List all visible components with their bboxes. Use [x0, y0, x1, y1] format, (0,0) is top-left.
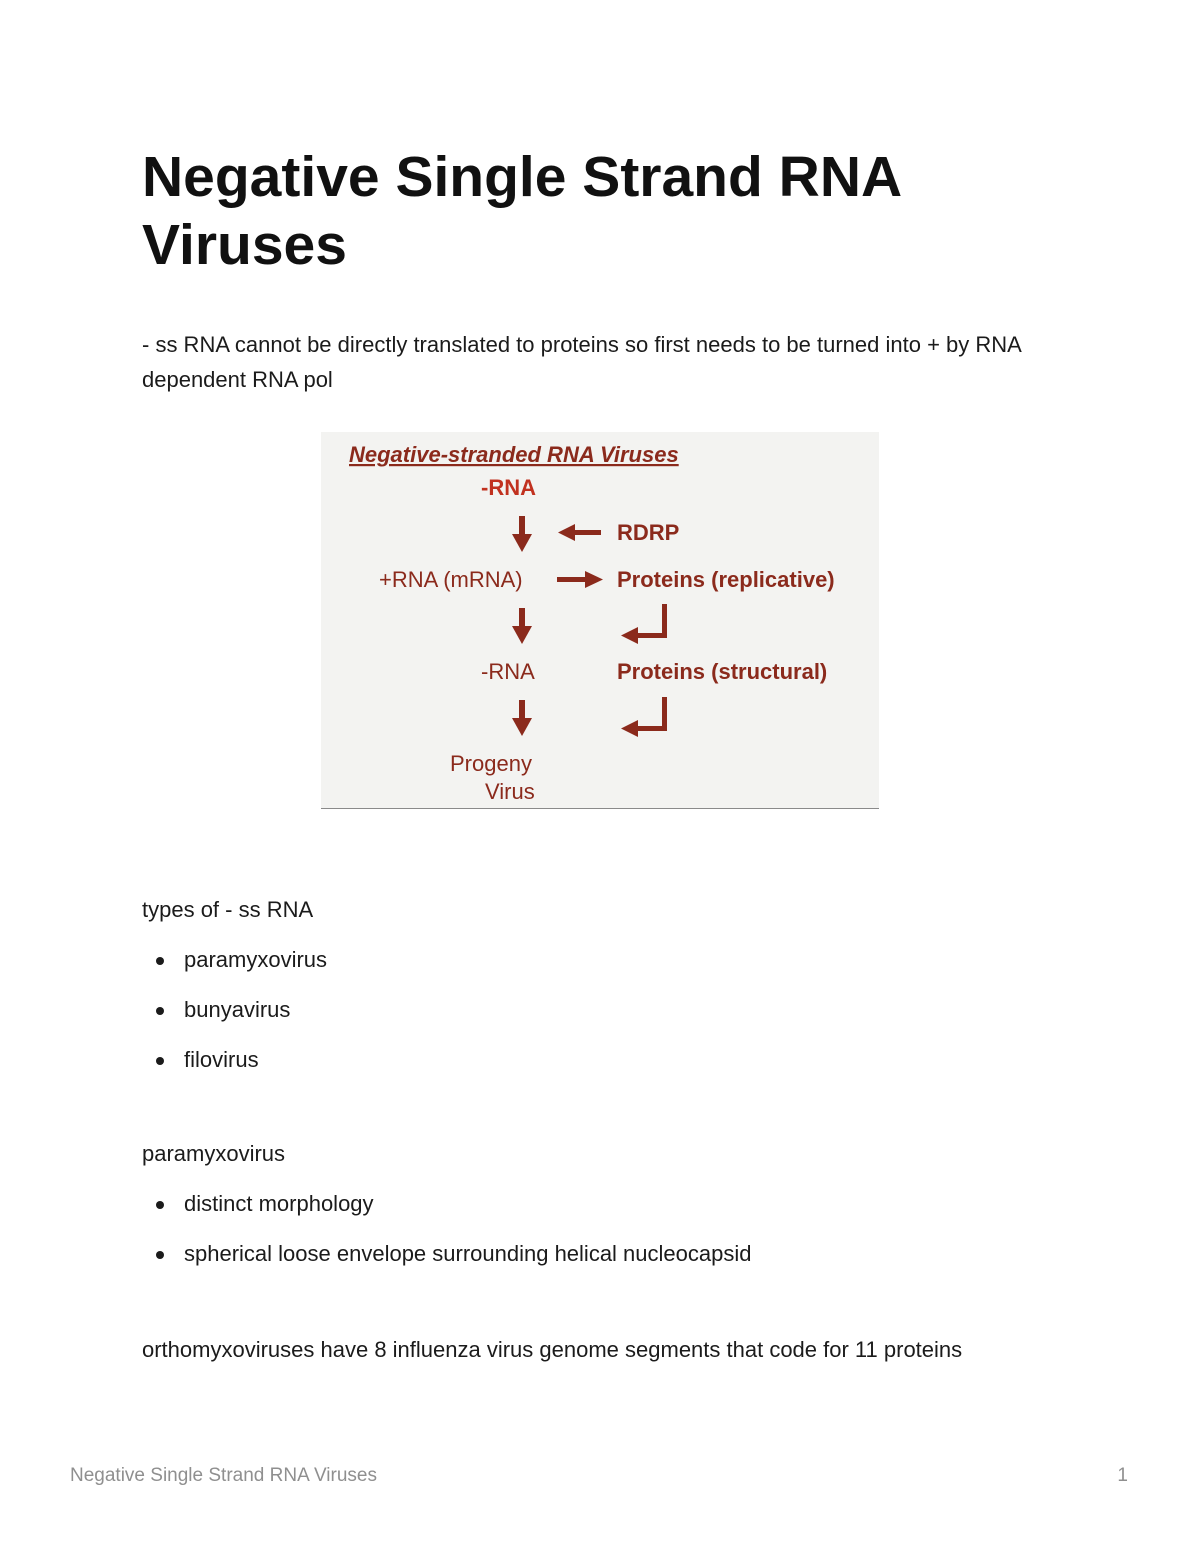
footer-page-number: 1 — [1117, 1465, 1128, 1486]
bullet-icon — [156, 957, 164, 965]
down-arrow-1-icon — [512, 516, 532, 552]
down-arrow-2-icon — [512, 608, 532, 644]
intro-paragraph: - ss RNA cannot be directly translated to proteins so first needs to be turned into + by RNA dependent RNA pol — [142, 332, 1021, 392]
figure-proteins-structural: Proteins (structural) — [617, 659, 828, 684]
list-item: filovirus — [142, 1045, 1042, 1095]
paramyxo-label: paramyxovirus — [142, 1141, 286, 1166]
figure-neg-rna-mid: -RNA — [481, 659, 535, 684]
bullet-icon — [156, 1201, 164, 1209]
figure-pos-rna: +RNA (mRNA) — [379, 567, 523, 592]
list-item: distinct morphology — [142, 1189, 1042, 1239]
types-label: types of - ss RNA — [142, 897, 314, 922]
paramyxo-list — [142, 1189, 1042, 1289]
list-item: paramyxovirus — [142, 945, 1042, 995]
bullet-icon — [156, 1251, 164, 1259]
footer-doc-name: Negative Single Strand RNA Viruses — [70, 1465, 377, 1486]
figure-progeny-line1: Progeny — [450, 751, 532, 776]
return-arrow-2-icon — [621, 697, 667, 737]
translation-arrow-icon — [557, 571, 603, 588]
figure-rdrp: RDRP — [617, 520, 680, 545]
page-title: Negative Single Strand RNA Viruses — [142, 145, 901, 277]
bullet-icon — [156, 1057, 164, 1065]
figure-heading: Negative-stranded RNA Viruses — [349, 442, 679, 467]
figure-neg-rna-top: -RNA — [481, 475, 536, 500]
list-item: spherical loose envelope surrounding helical nucleocapsid — [142, 1239, 1042, 1289]
rna-virus-diagram — [321, 432, 879, 809]
list-item: bunyavirus — [142, 995, 1042, 1045]
rdrp-arrow-icon — [558, 524, 601, 541]
return-arrow-1-icon — [621, 604, 667, 644]
bullet-icon — [156, 1007, 164, 1015]
figure-progeny-line2: Virus — [485, 779, 535, 804]
down-arrow-3-icon — [512, 700, 532, 736]
orthomyxo-paragraph: orthomyxoviruses have 8 influenza virus genome segments that code for 11 proteins — [142, 1337, 963, 1362]
types-list — [142, 945, 1042, 1095]
figure-proteins-replicative: Proteins (replicative) — [617, 567, 835, 592]
